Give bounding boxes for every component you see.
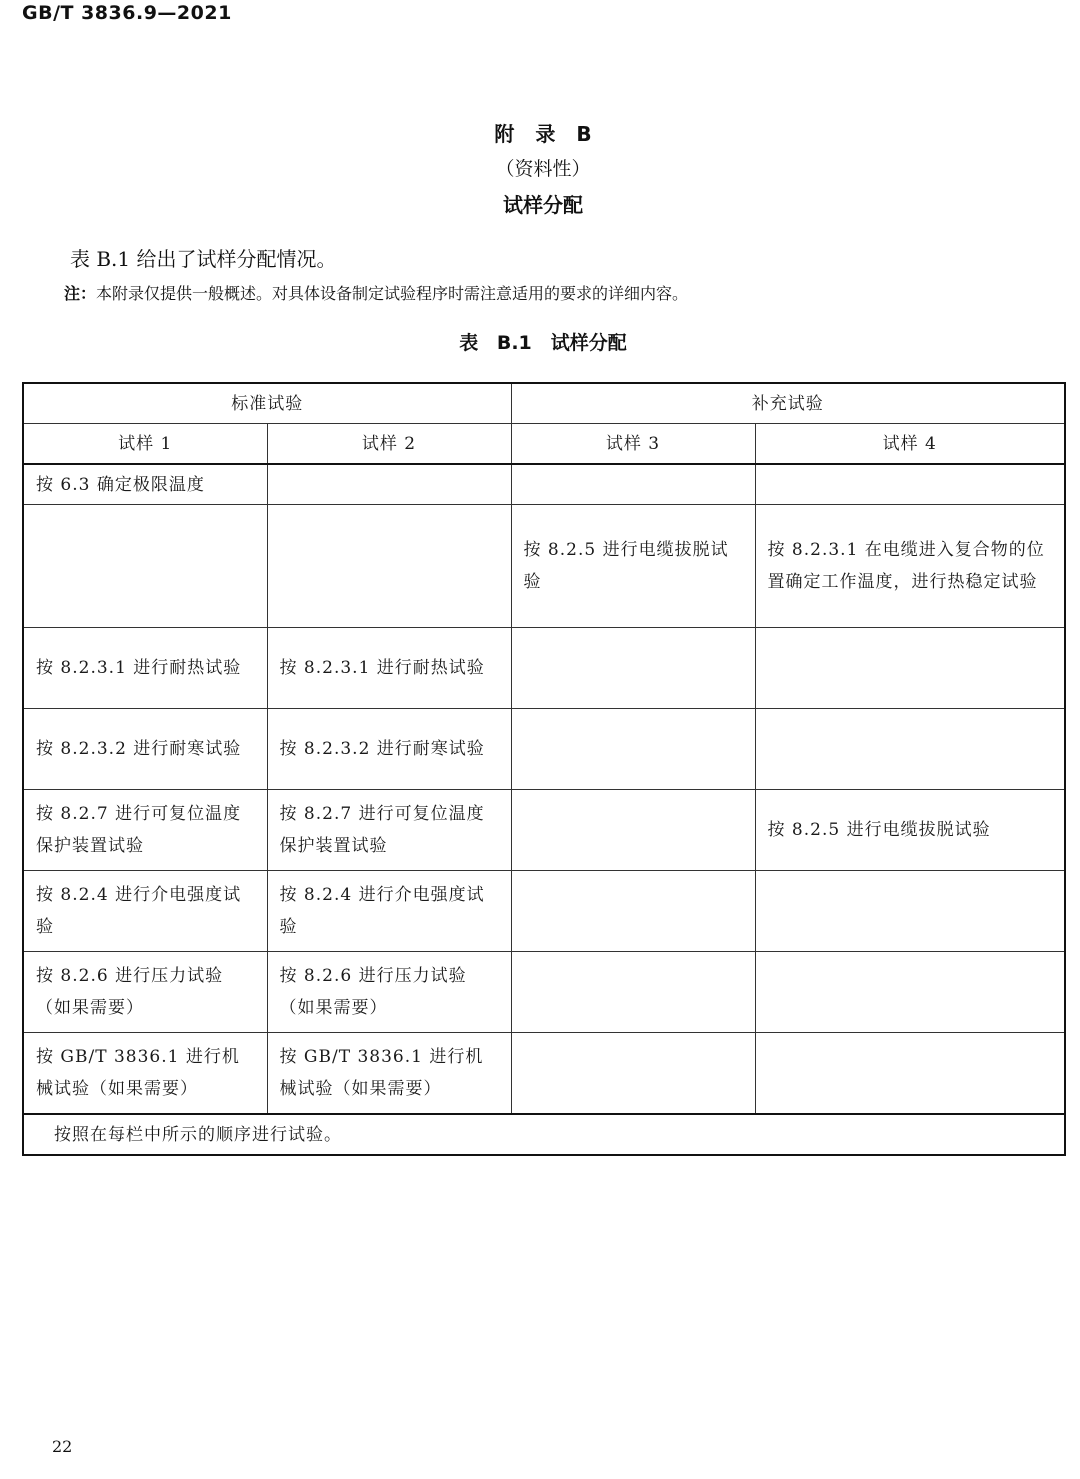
table-cell	[23, 505, 267, 628]
table-cell: 按 8.2.6 进行压力试验（如果需要）	[23, 952, 267, 1033]
table-cell: 按 GB/T 3836.1 进行机械试验（如果需要）	[267, 1033, 511, 1115]
table-cell	[755, 952, 1065, 1033]
table-caption: 表 B.1 试样分配	[459, 332, 627, 354]
note	[64, 281, 688, 304]
page-number: 22	[52, 1437, 73, 1456]
intro-paragraph: 表 B.1 给出了试样分配情况。	[70, 247, 337, 271]
table-row	[23, 628, 1065, 709]
table-cell: 按 8.2.5 进行电缆拔脱试验	[511, 505, 755, 628]
table-cell	[511, 871, 755, 952]
appendix-type: （资料性）	[495, 158, 591, 180]
sample-header-2: 试样 2	[267, 424, 511, 465]
sample-header-row	[23, 424, 1065, 465]
table-cell	[511, 628, 755, 709]
sample-header-3: 试样 3	[511, 424, 755, 465]
table-cell: 按 8.2.3.1 进行耐热试验	[267, 628, 511, 709]
table-row	[23, 464, 1065, 505]
table-row	[23, 709, 1065, 790]
table-cell	[511, 464, 755, 505]
table-cell	[511, 709, 755, 790]
table-cell	[511, 790, 755, 871]
table-cell	[755, 1033, 1065, 1115]
group-header-supplementary: 补充试验	[511, 383, 1065, 424]
table-cell	[267, 464, 511, 505]
table-row	[23, 1033, 1065, 1115]
table-cell	[755, 464, 1065, 505]
table-cell: 按 8.2.3.2 进行耐寒试验	[267, 709, 511, 790]
group-header-standard: 标准试验	[23, 383, 511, 424]
table-footer-row	[23, 1114, 1065, 1155]
table-cell: 按 8.2.3.1 在电缆进入复合物的位置确定工作温度，进行热稳定试验	[755, 505, 1065, 628]
document-code: GB/T 3836.9—2021	[22, 2, 232, 24]
sample-header-1: 试样 1	[23, 424, 267, 465]
group-header-row	[23, 383, 1065, 424]
table-row	[23, 952, 1065, 1033]
table-cell	[755, 709, 1065, 790]
table-cell: 按 8.2.5 进行电缆拔脱试验	[755, 790, 1065, 871]
table-cell: 按 8.2.4 进行介电强度试验	[267, 871, 511, 952]
table-cell: 按 8.2.4 进行介电强度试验	[23, 871, 267, 952]
appendix-title: 附 录 B	[494, 122, 592, 146]
table-cell: 按 8.2.3.1 进行耐热试验	[23, 628, 267, 709]
sample-header-4: 试样 4	[755, 424, 1065, 465]
table-cell	[511, 1033, 755, 1115]
table-cell: 按 8.2.7 进行可复位温度保护装置试验	[23, 790, 267, 871]
table-cell: 按 8.2.3.2 进行耐寒试验	[23, 709, 267, 790]
table-cell: 按 8.2.6 进行压力试验（如果需要）	[267, 952, 511, 1033]
note-text: 本附录仅提供一般概述。对具体设备制定试验程序时需注意适用的要求的详细内容。	[96, 284, 689, 303]
table-cell: 按 GB/T 3836.1 进行机械试验（如果需要）	[23, 1033, 267, 1115]
table-row	[23, 505, 1065, 628]
table-cell	[755, 871, 1065, 952]
table-cell: 按 8.2.7 进行可复位温度保护装置试验	[267, 790, 511, 871]
table-row	[23, 871, 1065, 952]
appendix-subject: 试样分配	[503, 193, 583, 217]
table-cell: 按 6.3 确定极限温度	[23, 464, 267, 505]
table-cell	[267, 505, 511, 628]
table-cell	[511, 952, 755, 1033]
note-label: 注：	[64, 284, 97, 303]
table-footer-note: 按照在每栏中所示的顺序进行试验。	[23, 1114, 1065, 1155]
table-cell	[755, 628, 1065, 709]
table-row	[23, 790, 1065, 871]
sample-allocation-table	[22, 382, 1066, 1156]
